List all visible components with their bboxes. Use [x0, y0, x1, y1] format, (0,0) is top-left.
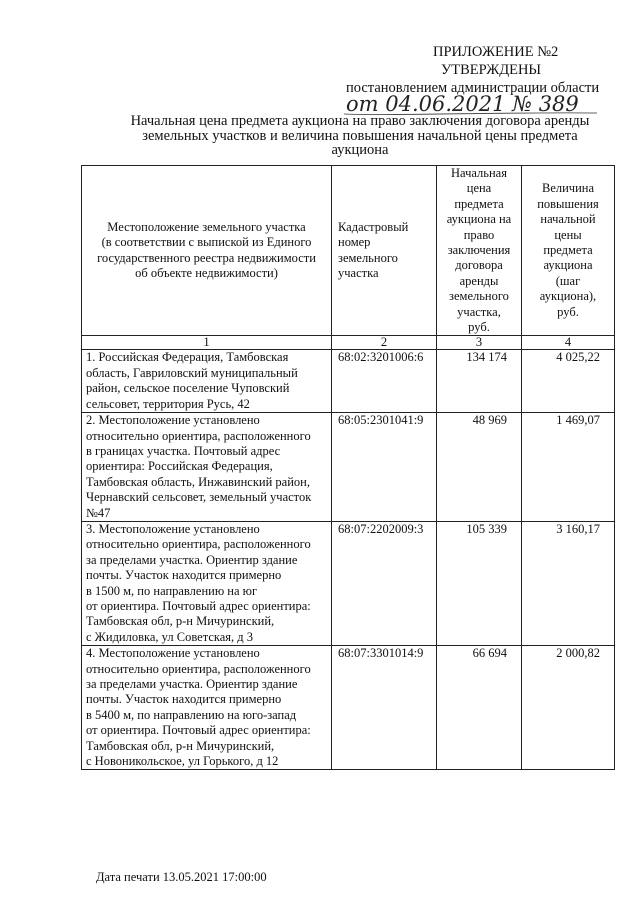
location-line: область, Гавриловский муниципальный	[86, 365, 298, 380]
location-line: Тамбовская область, Инжавинский район,	[86, 474, 310, 489]
header-line: земельного	[449, 289, 509, 304]
location-line: в 1500 м, по направлению на юг	[86, 583, 258, 598]
table-row	[82, 350, 615, 413]
header-line: государственного реестра недвижимости	[97, 250, 316, 265]
start-price-cell: 66 694	[437, 646, 522, 770]
document-title	[90, 114, 630, 158]
location-line: с Жидиловка, ул Советская, д 3	[86, 629, 254, 644]
location-line: 4. Местоположение установлено	[86, 646, 260, 661]
cadastral-cell: 68:07:2202009:3	[332, 521, 437, 645]
header-line: аренды	[459, 273, 499, 288]
header-line: заключения	[447, 243, 511, 258]
location-cell	[82, 646, 332, 770]
header-line: (в соответствии с выпиской из Единого	[101, 235, 312, 250]
start-price-cell: 48 969	[437, 413, 522, 522]
location-line: Тамбовская обл, р-н Мичуринский,	[86, 738, 275, 753]
header-line: Кадастровый номер	[338, 219, 409, 250]
location-line: 1. Российская Федерация, Тамбовская	[86, 350, 289, 365]
location-line: относительно ориентира, расположенного	[86, 428, 311, 443]
header-line: участка,	[457, 304, 501, 319]
header-step	[522, 166, 615, 336]
column-number: 2	[332, 336, 437, 350]
cadastral-cell: 68:07:3301014:9	[332, 646, 437, 770]
location-line: 3. Местоположение установлено	[86, 521, 260, 536]
location-line: с Новоникольское, ул Горького, д 12	[86, 754, 279, 769]
header-line: цена	[466, 181, 492, 196]
step-cell: 4 025,22	[522, 350, 615, 413]
location-line: Чернавский сельсовет, земельный участок	[86, 490, 312, 505]
location-line: почты. Участок находится примерно	[86, 568, 282, 583]
header-line: аукциона),	[539, 289, 597, 304]
header-line: (шаг	[555, 273, 581, 288]
title-line: Начальная цена предмета аукциона на право заключения договора аренды	[130, 113, 590, 129]
location-line: 2. Местоположение установлено	[86, 413, 260, 428]
location-line: от ориентира. Почтовый адрес ориентира:	[86, 598, 311, 613]
header-line: Величина	[541, 181, 595, 196]
location-line: №47	[86, 505, 111, 520]
location-line: относительно ориентира, расположенного	[86, 537, 311, 552]
auction-price-table	[81, 165, 615, 770]
header-line: повышения	[537, 196, 599, 211]
location-line: от ориентира. Почтовый адрес ориентира:	[86, 723, 311, 738]
header-line: предмета	[543, 243, 593, 258]
header-cadastral	[332, 166, 437, 336]
table-row	[82, 521, 615, 645]
location-line: в 5400 м, по направлению на юго-запад	[86, 707, 297, 722]
location-line: за пределами участка. Ориентир здание	[86, 552, 298, 567]
column-number-row	[82, 336, 615, 350]
location-line: почты. Участок находится примерно	[86, 692, 282, 707]
location-cell	[82, 350, 332, 413]
step-cell: 1 469,07	[522, 413, 615, 522]
print-date: Дата печати 13.05.2021 17:00:00	[96, 870, 267, 884]
header-line: об объекте недвижимости)	[135, 266, 278, 281]
header-line: аукциона	[543, 258, 593, 273]
signature-text: от 04.06.2021 № 389	[346, 92, 579, 116]
start-price-cell: 134 174	[437, 350, 522, 413]
appendix-label: ПРИЛОЖЕНИЕ №2	[433, 44, 559, 60]
header-line: цены	[554, 227, 582, 242]
step-cell: 3 160,17	[522, 521, 615, 645]
location-cell	[82, 521, 332, 645]
location-cell	[82, 413, 332, 522]
header-line: право	[463, 227, 495, 242]
header-line: аукциона на	[446, 212, 512, 227]
title-line: аукциона	[331, 142, 389, 159]
column-number: 4	[522, 336, 615, 350]
header-line: руб.	[557, 304, 579, 319]
location-line: сельсовет, территория Русь, 42	[86, 396, 250, 411]
location-line: за пределами участка. Ориентир здание	[86, 677, 298, 691]
header-line: предмета	[454, 196, 504, 211]
location-line: ориентира: Российская Федерация,	[86, 459, 273, 474]
step-cell: 2 000,82	[522, 646, 615, 770]
cadastral-cell: 68:05:2301041:9	[332, 413, 437, 522]
header-line: Начальная	[451, 166, 507, 180]
header-line: Местоположение земельного участка	[107, 219, 306, 234]
header-line: начальной	[540, 212, 596, 227]
table-header-row	[82, 166, 615, 336]
header-start-price	[437, 166, 522, 336]
table-row	[82, 413, 615, 522]
location-line: в границах участка. Почтовый адрес	[86, 443, 281, 458]
header-line: договора	[455, 258, 503, 273]
header-line: земельного участка	[338, 250, 398, 281]
header-line: руб.	[468, 320, 490, 335]
location-line: район, сельское поселение Чуповский	[86, 381, 290, 396]
decree-label: постановлением администрации области	[346, 80, 600, 96]
title-line: земельных участков и величина повышения начальной цены предмета	[142, 127, 578, 144]
location-line: Тамбовская обл, р-н Мичуринский,	[86, 614, 275, 629]
column-number: 1	[82, 336, 332, 350]
header-location	[82, 166, 332, 336]
start-price-cell: 105 339	[437, 521, 522, 645]
table-row	[82, 646, 615, 770]
column-number: 3	[437, 336, 522, 350]
location-line: относительно ориентира, расположенного	[86, 661, 311, 676]
cadastral-cell: 68:02:3201006:6	[332, 350, 437, 413]
approved-label: УТВЕРЖДЕНЫ	[441, 62, 542, 78]
